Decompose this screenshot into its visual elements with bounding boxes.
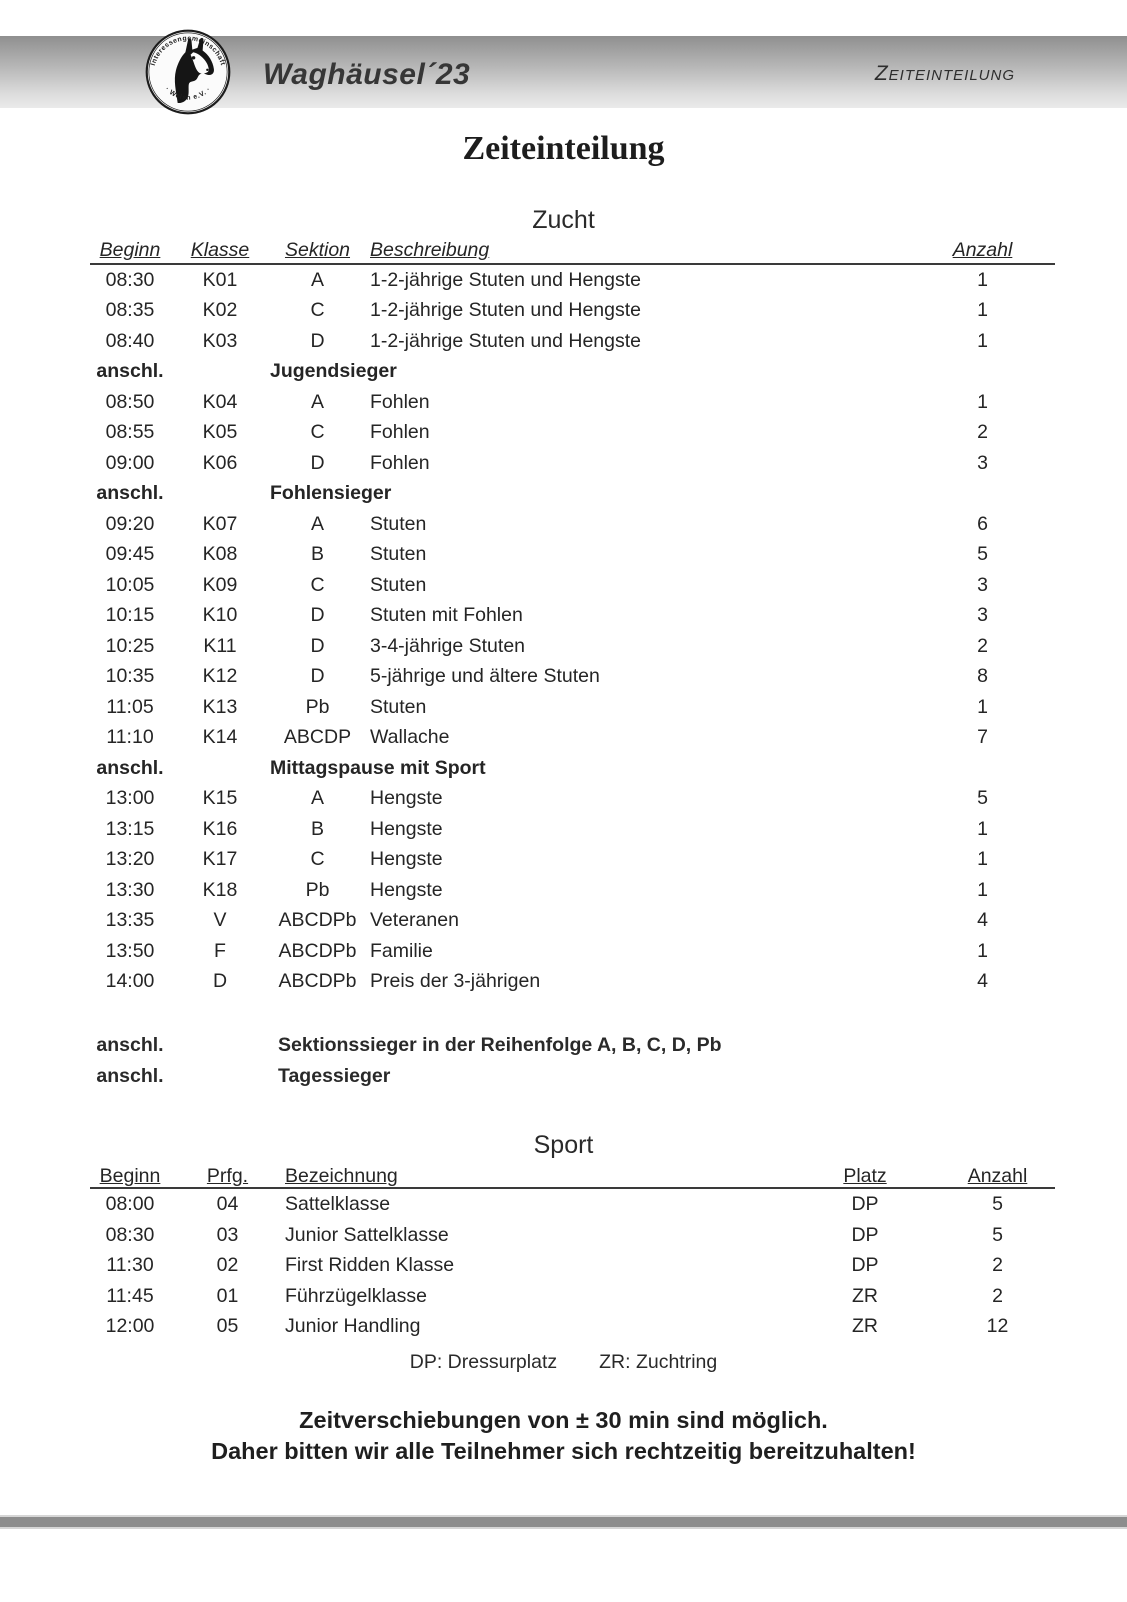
- zucht-entry-row: [90, 844, 1055, 875]
- anzahl-cell: 2: [977, 421, 988, 444]
- beschreibung-cell: Fohlen: [370, 451, 430, 474]
- sektion-cell: C: [310, 848, 325, 871]
- zucht-entry-row: [90, 326, 1055, 357]
- klasse-cell: K08: [202, 543, 238, 566]
- sektion-cell: ABCDPb: [278, 939, 357, 962]
- sport-entry-row: [90, 1188, 1055, 1220]
- sport-entry-row: [90, 1250, 1055, 1281]
- platz-cell: DP: [851, 1223, 879, 1246]
- sektion-cell: A: [310, 787, 324, 810]
- beginn-cell: 11:10: [106, 726, 154, 749]
- beschreibung-cell: 1-2-jährige Stuten und Hengste: [370, 299, 642, 322]
- klasse-cell: K06: [202, 451, 238, 474]
- prfg-cell: 03: [216, 1223, 239, 1246]
- col-header-beginn: Beginn: [90, 1159, 170, 1188]
- anzahl-cell: 5: [977, 543, 988, 566]
- zucht-extra-row: [90, 1030, 1055, 1061]
- beginn-cell: 13:00: [105, 787, 155, 810]
- klasse-cell: K17: [202, 848, 238, 871]
- sektion-cell: Pb: [305, 878, 330, 901]
- zucht-section-row: [90, 753, 1055, 784]
- sektion-cell: D: [310, 604, 325, 627]
- sektion-cell: ABCDP: [283, 726, 352, 749]
- col-header-klasse: Klasse: [170, 235, 270, 264]
- prfg-cell: 02: [216, 1254, 239, 1277]
- klasse-cell: V: [213, 909, 227, 932]
- klasse-cell: [170, 478, 270, 509]
- beginn-cell: 10:15: [105, 604, 155, 627]
- beschreibung-cell: Fohlen: [370, 421, 430, 444]
- sektion-cell: ABCDPb: [278, 909, 357, 932]
- sport-table: [90, 1159, 1055, 1342]
- zucht-entry-row: [90, 631, 1055, 662]
- platz-legend: [0, 1347, 1127, 1377]
- beschreibung-cell: Hengste: [370, 878, 443, 901]
- beginn-cell: anschl.: [96, 756, 164, 779]
- zucht-entry-row: [90, 936, 1055, 967]
- klasse-cell: K11: [203, 634, 237, 657]
- zucht-entry-row: [90, 692, 1055, 723]
- col-header-anzahl: Anzahl: [910, 235, 1055, 264]
- prfg-cell: 04: [216, 1193, 239, 1216]
- section-title-cell: Fohlensieger: [270, 482, 392, 505]
- beginn-cell: 13:35: [105, 909, 155, 932]
- beschreibung-cell: Veteranen: [370, 909, 459, 932]
- beschreibung-cell: Stuten: [370, 573, 427, 596]
- beginn-cell: 13:20: [105, 848, 155, 871]
- beginn-cell: 14:00: [105, 970, 155, 993]
- zucht-section-row: [90, 478, 1055, 509]
- beschreibung-cell: Stuten: [370, 512, 427, 535]
- beschreibung-cell: Stuten mit Fohlen: [370, 604, 523, 627]
- anzahl-cell: 5: [977, 787, 988, 810]
- col-header-sektion: Sektion: [270, 235, 365, 264]
- anzahl-cell: 12: [986, 1315, 1009, 1338]
- extra-title-label: Sektionssieger in der Reihenfolge A, B, C, D, Pb: [278, 1033, 722, 1056]
- bezeichnung-cell: Sattelklasse: [285, 1193, 391, 1216]
- sektion-cell: D: [310, 634, 325, 657]
- beginn-cell: anschl.: [96, 360, 164, 383]
- bezeichnung-cell: Junior Sattelklasse: [285, 1223, 449, 1246]
- klasse-cell: K16: [202, 817, 238, 840]
- klasse-cell: K10: [202, 604, 238, 627]
- anzahl-cell: 1: [977, 848, 988, 871]
- anzahl-cell: 7: [977, 726, 988, 749]
- bezeichnung-cell: First Ridden Klasse: [285, 1254, 455, 1277]
- sport-entry-row: [90, 1281, 1055, 1312]
- zucht-entry-row: [90, 783, 1055, 814]
- zucht-entry-row: [90, 661, 1055, 692]
- sport-section-title: Sport: [533, 1130, 594, 1159]
- beschreibung-cell: Preis der 3-jährigen: [370, 970, 541, 993]
- klasse-cell: D: [212, 970, 228, 993]
- klasse-cell: [170, 356, 270, 387]
- anzahl-cell: 3: [977, 451, 988, 474]
- beschreibung-cell: Wallache: [370, 726, 450, 749]
- anzahl-cell: 4: [977, 970, 988, 993]
- beginn-cell: 09:00: [105, 451, 155, 474]
- platz-cell: ZR: [852, 1284, 878, 1307]
- bezeichnung-cell: Junior Handling: [285, 1315, 421, 1338]
- zucht-entry-row: [90, 295, 1055, 326]
- beschreibung-cell: Hengste: [370, 848, 443, 871]
- klasse-cell: K04: [202, 390, 238, 413]
- beginn-cell: 08:00: [105, 1193, 155, 1216]
- anzahl-cell: 5: [992, 1223, 1003, 1246]
- klasse-cell: K07: [202, 512, 238, 535]
- zucht-section-title: Zucht: [532, 206, 595, 235]
- beginn-cell: 08:30: [105, 1223, 155, 1246]
- zucht-table: [90, 235, 1055, 997]
- header-band: [0, 36, 1127, 108]
- beschreibung-cell: Fohlen: [370, 390, 430, 413]
- notice-line-2: Daher bitten wir alle Teilnehmer sich rechtzeitig bereitzuhalten!: [211, 1437, 916, 1464]
- klasse-cell: K02: [202, 299, 238, 322]
- anzahl-cell: 1: [977, 817, 988, 840]
- zucht-header-row: [90, 235, 1055, 264]
- beginn-cell: 11:30: [106, 1254, 154, 1277]
- notice: [0, 1405, 1127, 1467]
- beschreibung-cell: 5-jährige und ältere Stuten: [370, 665, 600, 688]
- klasse-cell: K13: [202, 695, 238, 718]
- logo-bottom-text: · Welsh e.V. ·: [163, 85, 213, 102]
- beschreibung-cell: 3-4-jährige Stuten: [370, 634, 526, 657]
- anzahl-cell: 2: [977, 634, 988, 657]
- beginn-cell: 11:05: [106, 695, 154, 718]
- beschreibung-cell: Hengste: [370, 817, 443, 840]
- klasse-cell: K15: [202, 787, 238, 810]
- sektion-cell: A: [310, 512, 324, 535]
- beginn-cell: 08:40: [105, 329, 155, 352]
- anzahl-cell: 1: [977, 268, 988, 291]
- header-page-label: Zeiteinteilung: [874, 62, 1015, 85]
- footer-bar: [0, 1515, 1127, 1529]
- col-header-beschreibung: Beschreibung: [365, 235, 910, 264]
- beginn-label: anschl.: [96, 1033, 164, 1056]
- beginn-cell: 10:35: [105, 665, 155, 688]
- sektion-cell: ABCDPb: [278, 970, 357, 993]
- zucht-extra-row: [90, 1061, 1055, 1092]
- anzahl-cell: 1: [977, 299, 988, 322]
- zucht-entry-row: [90, 448, 1055, 479]
- sport-header-row: [90, 1159, 1055, 1188]
- zucht-entry-row: [90, 722, 1055, 753]
- klasse-cell: K05: [202, 421, 238, 444]
- logo-top-text: Interessengemeinschaft: [149, 35, 227, 67]
- beginn-cell: 11:45: [106, 1284, 154, 1307]
- page-title: Zeiteinteilung: [462, 130, 665, 167]
- col-header-beginn: Beginn: [90, 235, 170, 264]
- horse-logo-icon: [145, 29, 231, 115]
- section-title-cell: Jugendsieger: [270, 360, 397, 383]
- klasse-cell: [170, 753, 270, 784]
- beschreibung-cell: 1-2-jährige Stuten und Hengste: [370, 329, 642, 352]
- beginn-cell: 08:35: [105, 299, 155, 322]
- legend-zr: ZR: Zuchtring: [599, 1350, 718, 1373]
- col-header-prfg: Prfg.: [170, 1159, 285, 1188]
- beginn-cell: 13:15: [105, 817, 155, 840]
- beginn-cell: 10:05: [105, 573, 155, 596]
- anzahl-cell: 3: [977, 573, 988, 596]
- anzahl-cell: 4: [977, 909, 988, 932]
- zucht-entry-row: [90, 570, 1055, 601]
- prfg-cell: 01: [216, 1284, 239, 1307]
- anzahl-cell: 1: [977, 878, 988, 901]
- beginn-cell: 13:30: [105, 878, 155, 901]
- sektion-cell: B: [310, 543, 324, 566]
- klasse-cell: K12: [202, 665, 238, 688]
- club-logo: [145, 29, 231, 115]
- beginn-label: anschl.: [96, 1064, 164, 1087]
- beginn-cell: anschl.: [96, 482, 164, 505]
- beschreibung-cell: 1-2-jährige Stuten und Hengste: [370, 268, 642, 291]
- platz-cell: DP: [851, 1193, 879, 1216]
- sektion-cell: C: [310, 573, 325, 596]
- sektion-cell: A: [310, 268, 324, 291]
- beschreibung-cell: Familie: [370, 939, 433, 962]
- beschreibung-cell: Stuten: [370, 695, 427, 718]
- anzahl-cell: 1: [977, 695, 988, 718]
- platz-cell: DP: [851, 1254, 879, 1277]
- beginn-cell: 09:20: [105, 512, 155, 535]
- sektion-cell: C: [310, 299, 325, 322]
- col-header-platz: Platz: [790, 1159, 940, 1188]
- col-header-anzahl: Anzahl: [940, 1159, 1055, 1188]
- anzahl-cell: 5: [992, 1193, 1003, 1216]
- beginn-cell: 08:30: [105, 268, 155, 291]
- zucht-section-row: [90, 356, 1055, 387]
- klasse-cell: K09: [202, 573, 238, 596]
- klasse-cell: K14: [202, 726, 238, 749]
- beginn-cell: 08:55: [105, 421, 155, 444]
- beginn-cell: 10:25: [105, 634, 155, 657]
- event-title: Waghäusel´23: [263, 58, 471, 91]
- klasse-cell: F: [214, 939, 226, 962]
- prfg-cell: 05: [216, 1315, 239, 1338]
- zucht-entry-row: [90, 509, 1055, 540]
- sektion-cell: D: [310, 451, 325, 474]
- sektion-cell: D: [310, 665, 325, 688]
- klasse-cell: K01: [202, 268, 238, 291]
- legend-dp: DP: Dressurplatz: [409, 1350, 558, 1373]
- zucht-entry-row: [90, 264, 1055, 296]
- zucht-entry-row: [90, 417, 1055, 448]
- sektion-cell: A: [310, 390, 324, 413]
- sektion-cell: D: [310, 329, 325, 352]
- anzahl-cell: 8: [977, 665, 988, 688]
- anzahl-cell: 1: [977, 939, 988, 962]
- col-header-bezeichnung: Bezeichnung: [285, 1159, 790, 1188]
- anzahl-cell: 1: [977, 390, 988, 413]
- bezeichnung-cell: Führzügelklasse: [285, 1284, 427, 1307]
- zucht-entry-row: [90, 905, 1055, 936]
- sektion-cell: B: [310, 817, 324, 840]
- klasse-cell: K03: [202, 329, 238, 352]
- notice-line-1: Zeitverschiebungen von ± 30 min sind möglich.: [299, 1406, 828, 1433]
- anzahl-cell: 2: [992, 1284, 1003, 1307]
- section-title-cell: Mittagspause mit Sport: [270, 756, 486, 779]
- extra-title-label: Tagessieger: [278, 1064, 391, 1087]
- beginn-cell: 08:50: [105, 390, 155, 413]
- anzahl-cell: 3: [977, 604, 988, 627]
- beschreibung-cell: Stuten: [370, 543, 427, 566]
- zucht-entry-row: [90, 814, 1055, 845]
- anzahl-cell: 6: [977, 512, 988, 535]
- sport-entry-row: [90, 1311, 1055, 1342]
- beginn-cell: 09:45: [105, 543, 155, 566]
- klasse-cell: K18: [202, 878, 238, 901]
- zucht-entry-row: [90, 600, 1055, 631]
- zucht-entry-row: [90, 539, 1055, 570]
- sport-entry-row: [90, 1220, 1055, 1251]
- zucht-entry-row: [90, 387, 1055, 418]
- sektion-cell: C: [310, 421, 325, 444]
- zucht-extra-rows: [90, 1030, 1055, 1092]
- beginn-cell: 13:50: [105, 939, 155, 962]
- sektion-cell: Pb: [305, 695, 330, 718]
- anzahl-cell: 1: [977, 329, 988, 352]
- zucht-entry-row: [90, 966, 1055, 997]
- beschreibung-cell: Hengste: [370, 787, 443, 810]
- anzahl-cell: 2: [992, 1254, 1003, 1277]
- zucht-entry-row: [90, 875, 1055, 906]
- beginn-cell: 12:00: [105, 1315, 155, 1338]
- platz-cell: ZR: [852, 1315, 878, 1338]
